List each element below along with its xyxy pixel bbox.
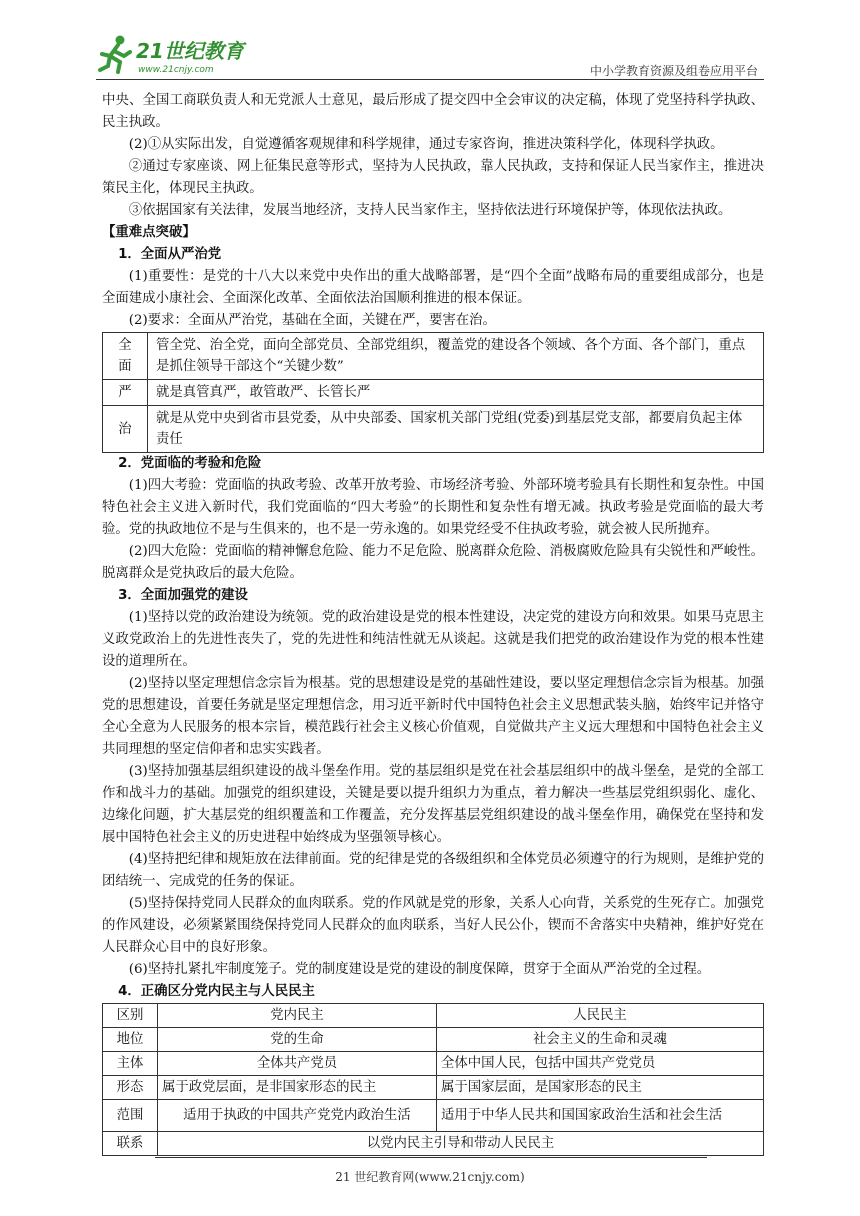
intro-paragraph-4: ③依据国家有关法律，发展当地经济，支持人民当家作主，坚持依法进行环境保护等，体现依法执政。	[128, 203, 732, 218]
table-value: 就是真管真严，敢管敢严、长管长严	[148, 380, 764, 406]
table-row	[103, 1076, 764, 1100]
table-row	[103, 1100, 764, 1132]
s3-paragraph-1: (1)坚持以党的政治建设为统领。党的政治建设是党的根本性建设，决定党的建设方向和效果。如果马克思主义政党政治上的先进性丧失了，党的先进性和纯洁性就无从谈起。这就是我们把党的政治建设作为党的根本性建设的道理所在。	[102, 610, 764, 669]
table-cell: 范围	[103, 1100, 158, 1132]
table-cell: 党的生命	[158, 1028, 437, 1052]
table-value: 管全党、治全党，面向全部党员、全部党组织，覆盖党的建设各个领域、各个方面、各个部门，重点是抓住领导干部这个“关键少数”	[148, 333, 764, 380]
s1-paragraph-2: (2)要求：全面从严治党，基础在全面，关键在严，要害在治。	[128, 313, 496, 328]
table-row	[103, 1132, 764, 1156]
table-row	[103, 1052, 764, 1076]
strict-governance-table	[102, 332, 764, 453]
s3-paragraph-4: (4)坚持把纪律和规矩放在法律前面。党的纪律是党的各级组织和全体党员必须遵守的行为规则，是维护党的团结统一、完成党的任务的保证。	[102, 852, 764, 889]
s3-paragraph-2: (2)坚持以坚定理想信念宗旨为根基。党的思想建设是党的基础性建设，要以坚定理想信念宗旨为根基。加强党的思想建设，首要任务就是坚定理想信念，用习近平新时代中国特色社会主义思想武装头脑，始终牢记并恪守全心全意为人民服务的根本宗旨，模范践行社会主义核心价值观，自觉做共产主义远大理想和中国特色社会主义共同理想的坚定信仰者和忠实实践者。	[102, 676, 764, 757]
document-body	[102, 90, 764, 1156]
s2-paragraph-1: (1)四大考验：党面临的执政考验、改革开放考验、市场经济考验、外部环境考验具有长期性和复杂性。中国特色社会主义进入新时代，我们党面临的“四大考验”的长期性和复杂性有增无减。执政考验是党面临的最大考验。党的执政地位不是与生俱来的，也不是一劳永逸的。如果党经受不住执政考验，就会被人民所抛弃。	[102, 478, 764, 537]
intro-paragraph-1: 中央、全国工商联负责人和无党派人士意见，最后形成了提交四中全会审议的决定稿，体现了党坚持科学执政、民主执政。	[102, 93, 764, 130]
table-cell: 适用于中华人民共和国国家政治生活和社会生活	[437, 1100, 764, 1132]
section-title: 【重难点突破】	[102, 225, 196, 240]
page-footer: 21 世纪教育网(www.21cnjy.com)	[335, 1170, 525, 1184]
runner-icon	[100, 36, 130, 73]
header-divider	[96, 79, 764, 80]
table-key: 全 面	[103, 333, 148, 380]
subsection-2-title: 2．党面临的考验和危险	[118, 456, 262, 471]
democracy-comparison-table	[102, 1003, 764, 1156]
table-cell: 区别	[103, 1004, 158, 1028]
platform-name: 中小学教育资源及组卷应用平台	[589, 64, 758, 78]
table-key: 治	[103, 406, 148, 453]
table-cell: 属于政党层面，是非国家形态的民主	[158, 1076, 437, 1100]
table-cell: 党内民主	[158, 1004, 437, 1028]
table-row	[103, 380, 764, 406]
subsection-1-title: 1．全面从严治党	[118, 247, 222, 262]
page-header	[96, 28, 764, 80]
subsection-4-title: 4．正确区分党内民主与人民民主	[118, 984, 315, 999]
table-cell: 适用于执政的中国共产党党内政治生活	[158, 1100, 437, 1132]
s2-paragraph-2: (2)四大危险：党面临的精神懈怠危险、能力不足危险、脱离群众危险、消极腐败危险具有尖锐性和严峻性。脱离群众是党执政后的最大危险。	[102, 544, 764, 581]
footer-divider	[155, 1157, 707, 1158]
table-cell: 以党内民主引导和带动人民民主	[158, 1132, 764, 1156]
s3-paragraph-6: (6)坚持扎紧扎牢制度笼子。党的制度建设是党的建设的制度保障，贯穿于全面从严治党的全过程。	[128, 962, 711, 977]
table-row	[103, 1004, 764, 1028]
table-cell: 联系	[103, 1132, 158, 1156]
table-row	[103, 333, 764, 380]
s3-paragraph-5: (5)坚持保持党同人民群众的血肉联系。党的作风就是党的形象，关系人心向背，关系党的生死存亡。加强党的作风建设，必须紧紧围绕保持党同人民群众的血肉联系，当好人民公仆，锲而不舍落实中央精神，维护好党在人民群众心目中的良好形象。	[102, 896, 764, 955]
table-cell: 全体中国人民，包括中国共产党党员	[437, 1052, 764, 1076]
subsection-3-title: 3．全面加强党的建设	[118, 588, 248, 603]
table-cell: 社会主义的生命和灵魂	[437, 1028, 764, 1052]
intro-paragraph-2: (2)①从实际出发，自觉遵循客观规律和科学规律，通过专家咨询，推进决策科学化，体现科学执政。	[128, 137, 724, 152]
table-cell: 人民民主	[437, 1004, 764, 1028]
logo-url: www.21cnjy.com	[138, 65, 214, 75]
table-cell: 地位	[103, 1028, 158, 1052]
intro-paragraph-3: ②通过专家座谈、网上征集民意等形式，坚持为人民执政，靠人民执政，支持和保证人民当家作主，推进决策民主化，体现民主执政。	[102, 159, 764, 196]
table-cell: 形态	[103, 1076, 158, 1100]
table-key: 严	[103, 380, 148, 406]
s3-paragraph-3: (3)坚持加强基层组织建设的战斗堡垒作用。党的基层组织是党在社会基层组织中的战斗堡垒，是党的全部工作和战斗力的基础。加强党的组织建设，关键是要以提升组织力为重点，着力解决一些基层党组织弱化、虚化、边缘化问题，扩大基层党的组织覆盖和工作覆盖，充分发挥基层党组织建设的战斗堡垒作用，确保党在坚持和发展中国特色社会主义的历史进程中始终成为坚强领导核心。	[102, 764, 764, 845]
logo	[96, 32, 266, 76]
table-cell: 属于国家层面，是国家形态的民主	[437, 1076, 764, 1100]
logo-text: 21世纪教育	[136, 39, 244, 63]
table-cell: 主体	[103, 1052, 158, 1076]
table-row	[103, 406, 764, 453]
table-value: 就是从党中央到省市县党委，从中央部委、国家机关部门党组(党委)到基层党支部，都要肩负起主体责任	[148, 406, 764, 453]
table-row	[103, 1028, 764, 1052]
table-cell: 全体共产党员	[158, 1052, 437, 1076]
s1-paragraph-1: (1)重要性：是党的十八大以来党中央作出的重大战略部署，是“四个全面”战略布局的重要组成部分，也是全面建成小康社会、全面深化改革、全面依法治国顺利推进的根本保证。	[102, 269, 764, 306]
